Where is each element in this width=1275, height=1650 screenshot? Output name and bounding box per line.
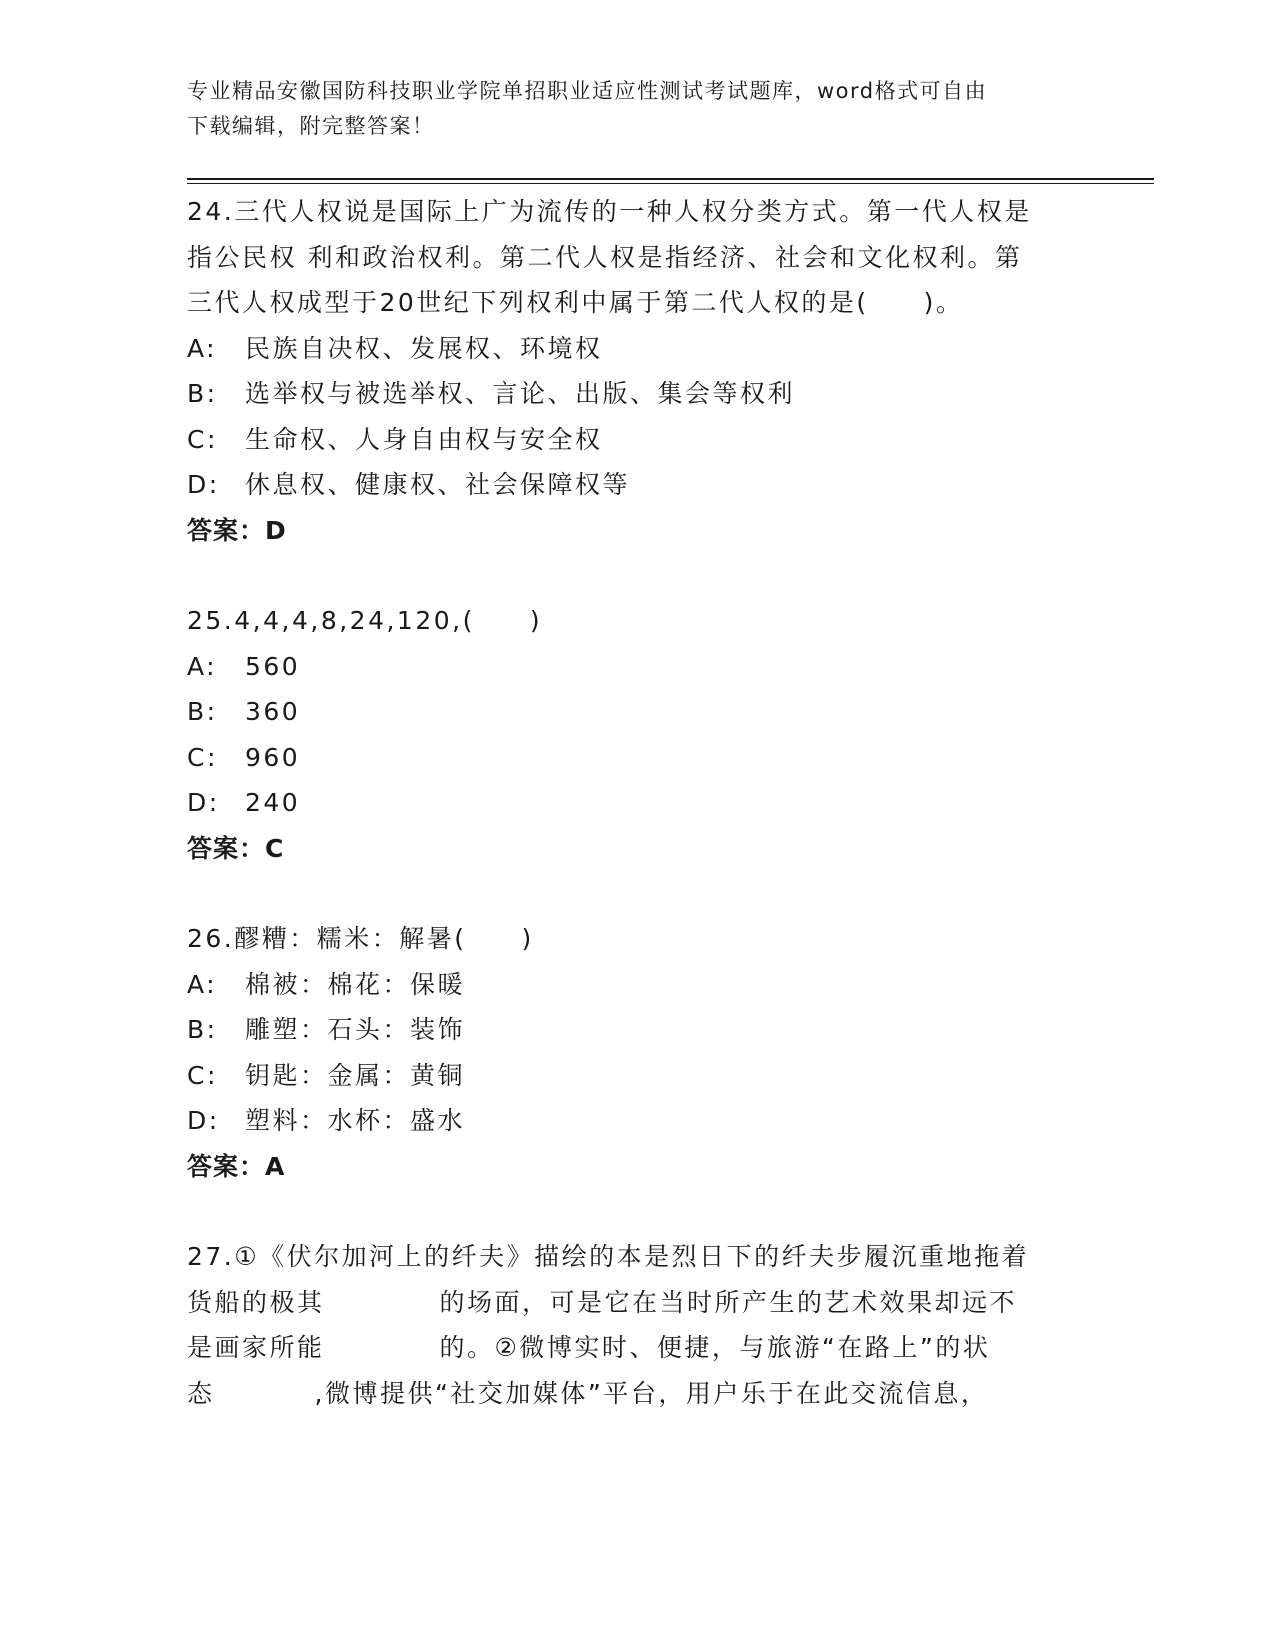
option-text: 雕塑：石头：装饰 [245,1015,466,1044]
option-text: 360 [245,697,301,726]
option-key: B: [187,379,218,408]
option-text: 240 [245,788,301,817]
stem-text: 的。②微博实时、便捷，与旅游“在路上”的状 [439,1333,991,1362]
option-d [187,462,1087,508]
answer-line: 答案：A [187,1151,286,1181]
option-a [187,326,1087,372]
header-line-2: 下载编辑，附完整答案！ [187,114,435,138]
header-divider-thick [187,178,1154,180]
option-key: A: [187,333,218,363]
option-text: 民族自决权、发展权、环境权 [245,333,603,363]
option-text: 休息权、健康权、社会保障权等 [245,470,631,499]
option-key: C: [187,1060,218,1090]
question-27 [187,1234,1087,1416]
option-b [187,371,1087,417]
question-stem-line: 三代人权成型于20世纪下列权利中属于第二代人权的是( )。 [187,288,964,317]
question-stem-line: 27.①《伏尔加河上的纤夫》描绘的本是烈日下的纤夫步履沉重地拖着 [187,1242,1030,1271]
option-c [187,1053,1087,1099]
option-text: 钥匙：金属：黄铜 [245,1060,466,1090]
header-divider-thin [187,183,1154,184]
option-text: 生命权、人身自由权与安全权 [245,424,603,454]
question-stem-line: 25.4,4,4,8,24,120,( ) [187,606,543,635]
document-header [187,74,1067,144]
header-line-1: 专业精品安徽国防科技职业学院单招职业适应性测试考试题库，word格式可自由 [187,79,988,103]
question-stem-line: 指公民权 利和政治权利。第二代人权是指经济、社会和文化权利。第 [187,242,1023,272]
option-key: D: [187,470,220,499]
option-c [187,735,1087,781]
option-key: D: [187,1106,220,1135]
option-text: 960 [245,742,301,772]
option-text: 塑料：水杯：盛水 [245,1106,466,1135]
option-b [187,689,1087,735]
question-stem-line [187,1280,1087,1326]
stem-text: 货船的极其 [187,1287,325,1317]
question-stem-line: 26.醪糟：糯米：解暑( ) [187,924,534,953]
question-list [187,189,1087,1461]
option-key: A: [187,651,218,681]
question-25 [187,598,1087,871]
option-key: D: [187,788,220,817]
option-key: B: [187,697,218,726]
option-a [187,962,1087,1008]
question-26 [187,916,1087,1189]
option-d [187,780,1087,826]
option-text: 棉被：棉花：保暖 [245,969,466,999]
answer-line: 答案：C [187,833,285,863]
option-key: C: [187,424,218,454]
option-d [187,1098,1087,1144]
answer-line: 答案：D [187,515,287,545]
stem-text: 是画家所能 [187,1333,325,1362]
option-text: 560 [245,651,301,681]
option-c [187,417,1087,463]
stem-text: 态 [187,1378,215,1408]
option-key: A: [187,969,218,999]
question-stem-line: 24.三代人权说是国际上广为流传的一种人权分类方式。第一代人权是 [187,197,1032,226]
stem-text: 的场面，可是它在当时所产生的艺术效果却远不 [439,1287,1018,1317]
option-a [187,644,1087,690]
option-text: 选举权与被选举权、言论、出版、集会等权利 [245,379,796,408]
question-stem-line [187,1371,1087,1417]
question-stem-line [187,1325,1087,1371]
option-b [187,1007,1087,1053]
question-24 [187,189,1087,553]
option-key: B: [187,1015,218,1044]
stem-text: ,微博提供“社交加媒体”平台，用户乐于在此交流信息， [314,1378,989,1408]
option-key: C: [187,742,218,772]
